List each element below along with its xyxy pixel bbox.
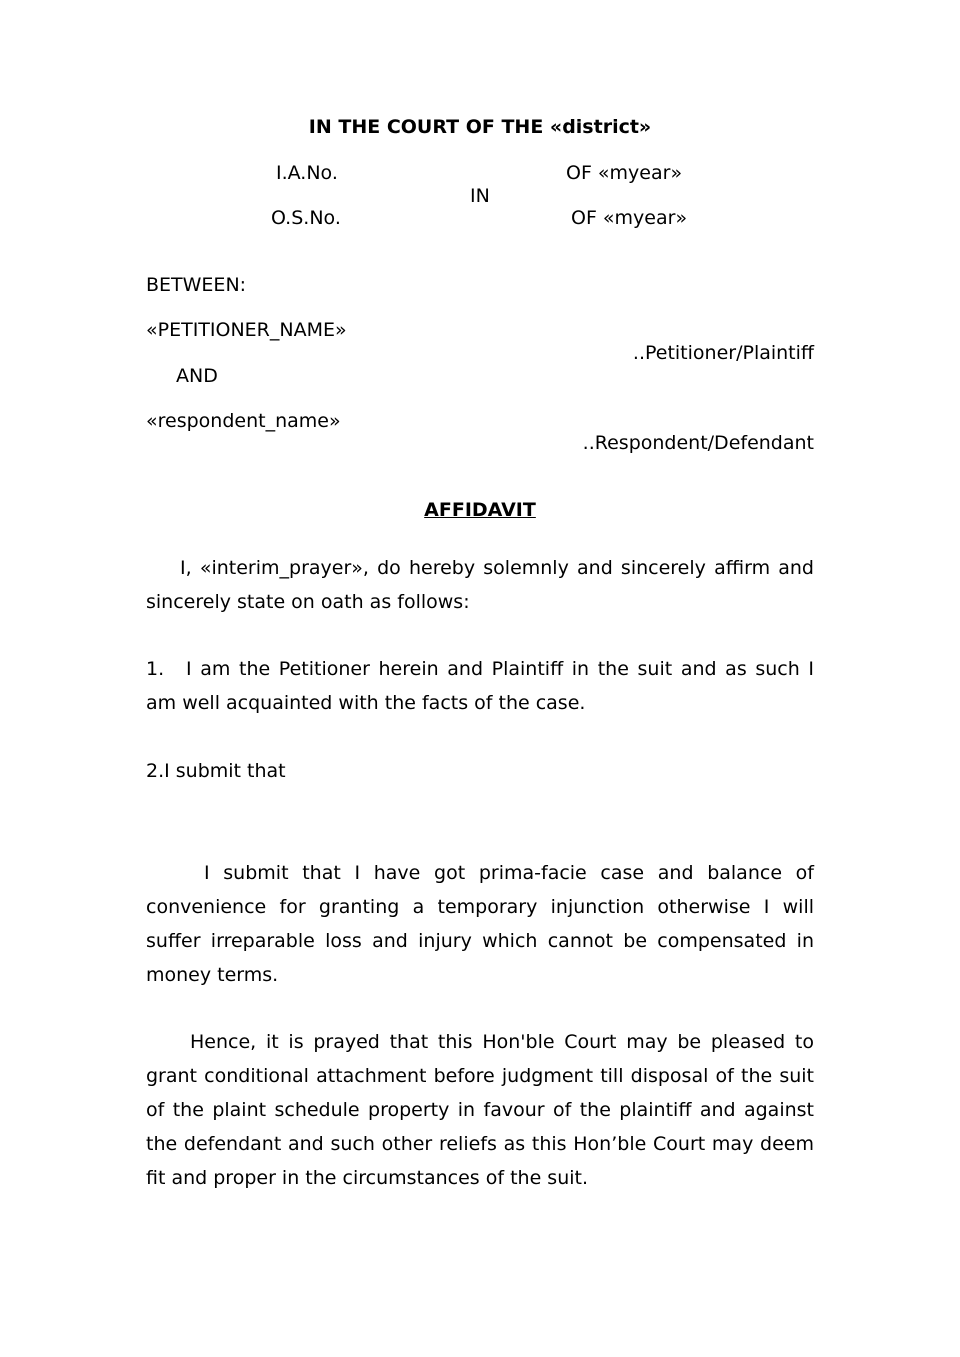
prayer-paragraph: Hence, it is prayed that this Hon'ble Court may be pleased to grant conditional attachment before judgment till disposal of the suit of the plaint schedule property in favour of the plaintiff and against the defendant and such other reliefs as this Hon’ble Court may deem fit and proper in the circumstances of the suit. — [146, 1031, 814, 1189]
between-label: BETWEEN: — [146, 274, 247, 296]
court-title: IN THE COURT OF THE «district» — [308, 116, 652, 138]
os-year: OF «myear» — [571, 207, 688, 229]
ia-year: OF «myear» — [566, 162, 683, 184]
petitioner-name: «PETITIONER_NAME» — [146, 319, 347, 341]
in-label: IN — [470, 185, 490, 207]
point-1-number: 1. — [146, 658, 165, 680]
affidavit-heading: AFFIDAVIT — [424, 499, 536, 521]
point-1-text: I am the Petitioner herein and Plaintiff in the suit and as such I am well acquainted with the facts of the case. — [146, 658, 814, 714]
intro-paragraph: I, «interim_prayer», do hereby solemnly and sincerely affirm and sincerely state on oath as follows: — [146, 557, 814, 613]
point-1-paragraph — [146, 652, 814, 720]
point-2-paragraph: 2.I submit that — [146, 760, 286, 782]
respondent-role: ..Respondent/Defendant — [582, 432, 814, 454]
petitioner-role: ..Petitioner/Plaintiff — [632, 342, 814, 364]
os-number-label: O.S.No. — [271, 207, 341, 229]
respondent-name: «respondent_name» — [146, 410, 341, 432]
and-label: AND — [176, 365, 218, 387]
ia-number-label: I.A.No. — [276, 162, 338, 184]
prima-facie-paragraph: I submit that I have got prima-facie case and balance of convenience for granting a temporary injunction otherwise I will suffer irreparable loss and injury which cannot be compensated in money terms. — [146, 862, 814, 986]
